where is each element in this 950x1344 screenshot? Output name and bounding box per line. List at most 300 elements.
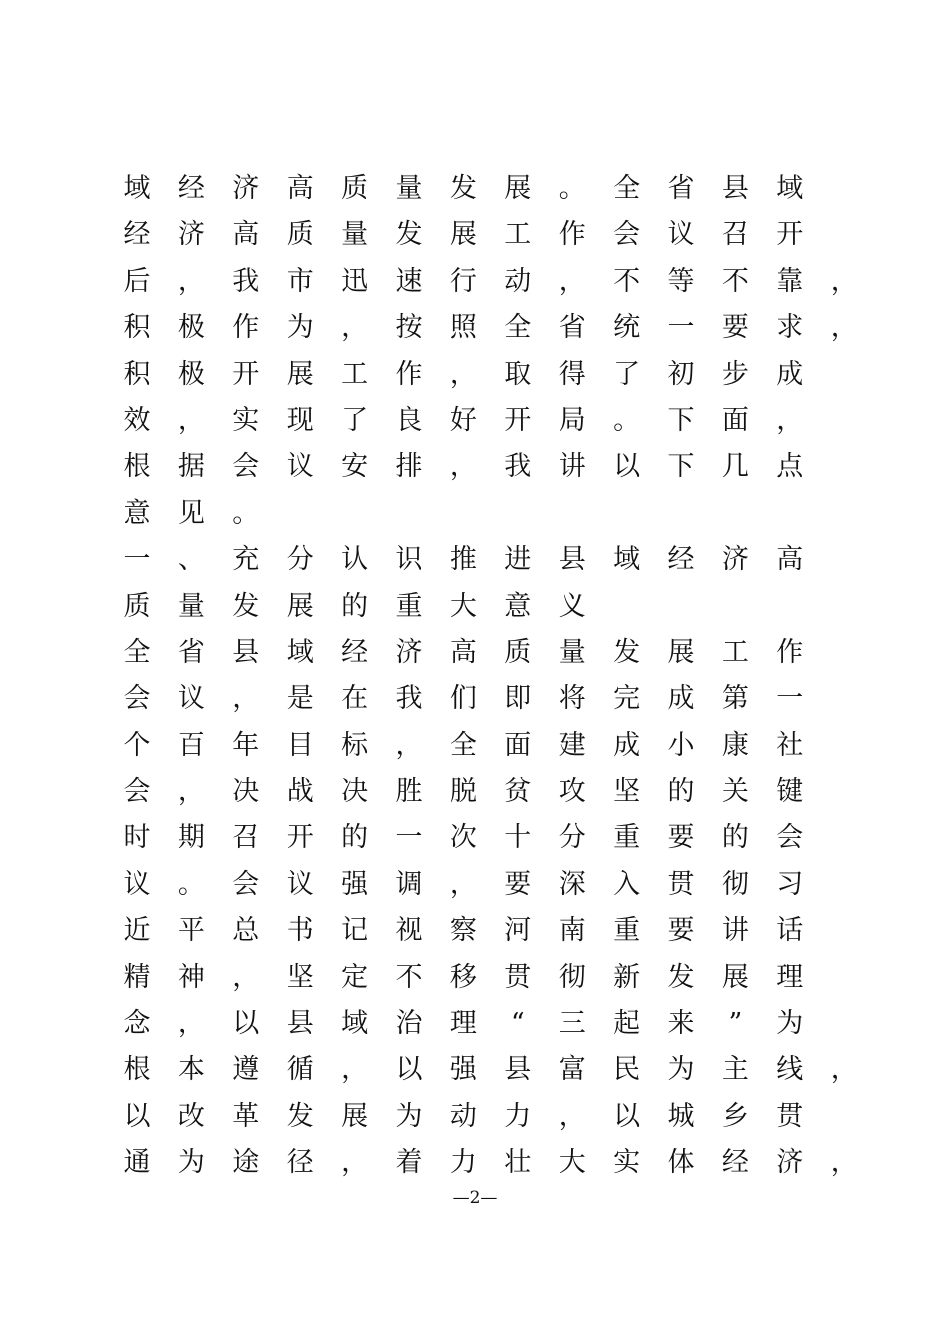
text-glyph: 议 — [667, 219, 695, 251]
text-glyph: 民 — [613, 1054, 641, 1086]
text-glyph: ， — [449, 451, 477, 483]
text-glyph: 市 — [286, 265, 314, 297]
text-glyph: 工 — [341, 358, 369, 390]
text-glyph: 省 — [177, 636, 205, 668]
text-glyph: 小 — [667, 729, 695, 761]
text-line — [118, 305, 858, 351]
text-glyph: 革 — [232, 1100, 260, 1132]
text-glyph: 本 — [177, 1054, 205, 1086]
text-glyph: ， — [177, 776, 205, 808]
text-glyph: 平 — [177, 915, 205, 947]
text-glyph: 们 — [449, 683, 477, 715]
text-glyph: 充 — [232, 544, 260, 576]
text-glyph: 在 — [341, 683, 369, 715]
text-glyph: 壮 — [504, 1147, 532, 1179]
text-glyph: 根 — [123, 451, 151, 483]
text-glyph: 遵 — [232, 1054, 260, 1086]
text-glyph: 入 — [613, 868, 641, 900]
text-glyph: 域 — [123, 173, 151, 204]
text-glyph: 一 — [123, 544, 151, 576]
text-glyph: 安 — [341, 451, 369, 483]
body-text — [118, 166, 858, 1187]
text-glyph: 议 — [123, 868, 151, 900]
text-glyph: 实 — [232, 404, 260, 436]
text-glyph: 主 — [721, 1054, 749, 1086]
text-glyph: 经 — [667, 544, 695, 576]
text-glyph: 第 — [721, 683, 749, 715]
text-line — [118, 676, 858, 722]
text-glyph: 贫 — [504, 776, 532, 808]
text-glyph: 量 — [395, 173, 423, 204]
text-glyph: 省 — [558, 312, 586, 344]
text-glyph: 统 — [613, 312, 641, 344]
text-glyph: 发 — [286, 1100, 314, 1132]
text-glyph: 径 — [286, 1147, 314, 1179]
text-glyph: 通 — [123, 1147, 151, 1179]
text-glyph: 会 — [123, 683, 151, 715]
text-glyph: 县 — [286, 1008, 314, 1040]
text-glyph: 为 — [286, 312, 314, 344]
text-glyph: 识 — [395, 544, 423, 576]
text-glyph: 会 — [613, 219, 641, 251]
text-glyph: 重 — [395, 590, 423, 622]
text-glyph: 进 — [504, 544, 532, 576]
text-glyph: 总 — [232, 915, 260, 947]
text-line — [118, 1047, 858, 1093]
text-glyph: ” — [728, 1008, 743, 1040]
text-glyph: 义 — [558, 590, 586, 622]
text-glyph: 积 — [123, 358, 151, 390]
text-glyph: 以 — [613, 1100, 641, 1132]
text-glyph: 循 — [286, 1054, 314, 1086]
text-glyph: 我 — [232, 265, 260, 297]
text-glyph: 质 — [504, 636, 532, 668]
text-glyph: 点 — [776, 451, 804, 483]
text-glyph: 求 — [776, 312, 804, 344]
text-glyph: ， — [232, 683, 260, 715]
text-glyph: ， — [232, 961, 260, 993]
text-glyph: 步 — [721, 358, 749, 390]
text-glyph: 推 — [449, 544, 477, 576]
text-glyph: 分 — [286, 544, 314, 576]
text-glyph: 域 — [341, 1008, 369, 1040]
text-glyph: 话 — [776, 915, 804, 947]
text-glyph: 要 — [667, 915, 695, 947]
text-glyph: 不 — [613, 265, 641, 297]
text-glyph: 县 — [721, 173, 749, 204]
text-glyph: 讲 — [721, 915, 749, 947]
text-glyph: ， — [776, 404, 804, 436]
text-line — [118, 630, 858, 676]
text-glyph: 下 — [667, 451, 695, 483]
text-glyph: 大 — [449, 590, 477, 622]
text-glyph: 济 — [721, 544, 749, 576]
text-glyph: 以 — [395, 1054, 423, 1086]
text-glyph: 以 — [232, 1008, 260, 1040]
text-glyph: ， — [341, 1054, 369, 1086]
text-glyph: 定 — [341, 961, 369, 993]
text-glyph: 域 — [286, 636, 314, 668]
text-glyph: 键 — [776, 776, 804, 808]
text-glyph: 城 — [667, 1100, 695, 1132]
text-glyph: 发 — [613, 636, 641, 668]
text-glyph: 个 — [123, 729, 151, 761]
text-glyph: 开 — [286, 822, 314, 854]
text-glyph: 取 — [504, 358, 532, 390]
text-glyph: 会 — [232, 868, 260, 900]
text-glyph: 习 — [776, 868, 804, 900]
text-glyph: 省 — [667, 173, 695, 204]
text-glyph: 。 — [232, 497, 260, 529]
text-glyph: 坚 — [286, 961, 314, 993]
text-glyph: 高 — [449, 636, 477, 668]
text-glyph: 初 — [667, 358, 695, 390]
text-glyph: 后 — [123, 265, 151, 297]
text-glyph: 质 — [123, 590, 151, 622]
text-glyph: 乡 — [721, 1100, 749, 1132]
text-glyph: 开 — [504, 404, 532, 436]
text-line — [118, 259, 858, 305]
text-glyph: 理 — [449, 1008, 477, 1040]
text-glyph: 域 — [613, 544, 641, 576]
text-glyph: 的 — [721, 822, 749, 854]
text-glyph: 新 — [613, 961, 641, 993]
text-glyph: 经 — [177, 173, 205, 204]
text-glyph: ， — [177, 265, 205, 297]
text-glyph: 念 — [123, 1008, 151, 1040]
text-glyph: 意 — [123, 497, 151, 529]
text-glyph: 济 — [232, 173, 260, 204]
text-glyph: 动 — [504, 265, 532, 297]
text-glyph: 良 — [395, 404, 423, 436]
text-glyph: 建 — [558, 729, 586, 761]
text-glyph: 召 — [721, 219, 749, 251]
text-glyph: 议 — [286, 868, 314, 900]
text-glyph: 工 — [504, 219, 532, 251]
text-line — [118, 769, 858, 815]
text-glyph: ， — [177, 1008, 205, 1040]
text-glyph: 了 — [613, 358, 641, 390]
text-glyph: 作 — [558, 219, 586, 251]
text-glyph: 期 — [177, 822, 205, 854]
text-glyph: 我 — [395, 683, 423, 715]
text-glyph: 近 — [123, 915, 151, 947]
text-glyph: 胜 — [395, 776, 423, 808]
text-glyph: 目 — [286, 729, 314, 761]
text-glyph: 关 — [721, 776, 749, 808]
text-glyph: 、 — [177, 544, 205, 576]
text-glyph: 彻 — [721, 868, 749, 900]
text-glyph: 次 — [449, 822, 477, 854]
text-glyph: 展 — [667, 636, 695, 668]
text-glyph: 。 — [613, 404, 641, 436]
text-line — [118, 908, 858, 954]
text-line — [118, 444, 858, 490]
text-glyph: 极 — [177, 312, 205, 344]
text-glyph: 全 — [449, 729, 477, 761]
text-glyph: 发 — [232, 590, 260, 622]
text-glyph: 战 — [286, 776, 314, 808]
text-glyph: 时 — [123, 822, 151, 854]
text-glyph: 展 — [341, 1100, 369, 1132]
text-line — [118, 815, 858, 861]
text-line — [118, 723, 858, 769]
text-glyph: 为 — [395, 1100, 423, 1132]
text-glyph: 现 — [286, 404, 314, 436]
text-glyph: 记 — [341, 915, 369, 947]
text-glyph: 以 — [613, 451, 641, 483]
text-glyph: 成 — [667, 683, 695, 715]
text-glyph: 质 — [286, 219, 314, 251]
text-glyph: 脱 — [449, 776, 477, 808]
text-glyph: ， — [830, 312, 858, 344]
text-glyph: 召 — [232, 822, 260, 854]
text-glyph: 年 — [232, 729, 260, 761]
text-glyph: 全 — [123, 636, 151, 668]
text-glyph: 县 — [504, 1054, 532, 1086]
text-glyph: 域 — [776, 173, 804, 204]
text-glyph: 根 — [123, 1054, 151, 1086]
text-glyph: 按 — [395, 312, 423, 344]
text-line — [118, 212, 858, 258]
text-glyph: 一 — [776, 683, 804, 715]
text-glyph: 量 — [341, 219, 369, 251]
text-glyph: 好 — [449, 404, 477, 436]
text-line — [118, 491, 858, 537]
text-glyph: 县 — [558, 544, 586, 576]
text-glyph: 会 — [232, 451, 260, 483]
text-glyph: 贯 — [776, 1100, 804, 1132]
text-glyph: 不 — [395, 961, 423, 993]
text-glyph: 发 — [395, 219, 423, 251]
text-glyph: 攻 — [558, 776, 586, 808]
text-line — [118, 1001, 858, 1047]
text-glyph: 靠 — [776, 265, 804, 297]
text-line — [118, 166, 858, 212]
text-glyph: 强 — [449, 1054, 477, 1086]
text-glyph: 认 — [341, 544, 369, 576]
text-glyph: 重 — [613, 822, 641, 854]
text-glyph: 体 — [667, 1147, 695, 1179]
text-glyph: 讲 — [558, 451, 586, 483]
text-glyph: 几 — [721, 451, 749, 483]
text-glyph: 行 — [449, 265, 477, 297]
text-glyph: 面 — [504, 729, 532, 761]
text-glyph: ， — [341, 312, 369, 344]
text-glyph: 精 — [123, 961, 151, 993]
text-glyph: 我 — [504, 451, 532, 483]
text-glyph: 书 — [286, 915, 314, 947]
text-glyph: 济 — [776, 1147, 804, 1179]
text-glyph: 。 — [177, 868, 205, 900]
text-glyph: 全 — [613, 173, 641, 204]
text-glyph: ， — [341, 1147, 369, 1179]
text-glyph: 会 — [776, 822, 804, 854]
text-glyph: ， — [830, 1054, 858, 1086]
text-glyph: 局 — [558, 404, 586, 436]
text-glyph: 展 — [286, 590, 314, 622]
text-glyph: ， — [395, 729, 423, 761]
text-glyph: 完 — [613, 683, 641, 715]
text-glyph: 经 — [721, 1147, 749, 1179]
text-glyph: 治 — [395, 1008, 423, 1040]
text-glyph: 展 — [286, 358, 314, 390]
text-glyph: 的 — [667, 776, 695, 808]
text-glyph: 质 — [341, 173, 369, 204]
text-glyph: 不 — [721, 265, 749, 297]
text-glyph: 得 — [558, 358, 586, 390]
text-glyph: 三 — [558, 1008, 586, 1040]
text-glyph: 高 — [776, 544, 804, 576]
text-glyph: 议 — [177, 683, 205, 715]
text-glyph: 起 — [613, 1008, 641, 1040]
text-glyph: ， — [449, 868, 477, 900]
text-glyph: 量 — [558, 636, 586, 668]
text-glyph: 决 — [232, 776, 260, 808]
text-glyph: 积 — [123, 312, 151, 344]
text-glyph: 照 — [449, 312, 477, 344]
text-glyph: 展 — [449, 219, 477, 251]
text-glyph: 一 — [667, 312, 695, 344]
text-glyph: 作 — [395, 358, 423, 390]
text-line — [118, 584, 858, 630]
text-glyph: 来 — [667, 1008, 695, 1040]
text-glyph: 力 — [504, 1100, 532, 1132]
text-glyph: ， — [558, 265, 586, 297]
text-glyph: 移 — [449, 961, 477, 993]
text-glyph: 改 — [177, 1100, 205, 1132]
text-glyph: 要 — [504, 868, 532, 900]
text-glyph: 力 — [449, 1147, 477, 1179]
text-glyph: 面 — [721, 404, 749, 436]
text-glyph: 彻 — [558, 961, 586, 993]
text-glyph: ， — [830, 1147, 858, 1179]
text-glyph: 重 — [613, 915, 641, 947]
text-glyph: 强 — [341, 868, 369, 900]
text-glyph: 为 — [776, 1008, 804, 1040]
text-glyph: 十 — [504, 822, 532, 854]
text-glyph: 县 — [232, 636, 260, 668]
text-glyph: 高 — [232, 219, 260, 251]
text-glyph: 工 — [721, 636, 749, 668]
text-glyph: 视 — [395, 915, 423, 947]
text-glyph: 一 — [395, 822, 423, 854]
text-glyph: 着 — [395, 1147, 423, 1179]
text-glyph: 神 — [177, 961, 205, 993]
text-line — [118, 862, 858, 908]
text-glyph: 以 — [123, 1100, 151, 1132]
text-glyph: 议 — [286, 451, 314, 483]
text-glyph: ， — [177, 404, 205, 436]
text-glyph: 意 — [504, 590, 532, 622]
text-glyph: 作 — [232, 312, 260, 344]
text-glyph: 迅 — [341, 265, 369, 297]
text-glyph: ， — [830, 265, 858, 297]
text-glyph: 即 — [504, 683, 532, 715]
text-glyph: 见 — [177, 497, 205, 529]
text-glyph: 决 — [341, 776, 369, 808]
text-glyph: 全 — [504, 312, 532, 344]
text-glyph: 河 — [504, 915, 532, 947]
text-glyph: 济 — [395, 636, 423, 668]
text-glyph: 南 — [558, 915, 586, 947]
text-glyph: 贯 — [504, 961, 532, 993]
text-glyph: 等 — [667, 265, 695, 297]
text-line — [118, 1140, 858, 1186]
text-glyph: 开 — [776, 219, 804, 251]
text-glyph: 分 — [558, 822, 586, 854]
text-glyph: 速 — [395, 265, 423, 297]
text-glyph: 要 — [721, 312, 749, 344]
text-glyph: 经 — [123, 219, 151, 251]
text-glyph: 理 — [776, 961, 804, 993]
text-line — [118, 955, 858, 1001]
text-glyph: 实 — [613, 1147, 641, 1179]
text-glyph: 极 — [177, 358, 205, 390]
text-glyph: 经 — [341, 636, 369, 668]
text-glyph: 途 — [232, 1147, 260, 1179]
text-glyph: 据 — [177, 451, 205, 483]
text-glyph: “ — [510, 1008, 525, 1040]
page-number: —2— — [452, 1188, 498, 1208]
text-glyph: ， — [449, 358, 477, 390]
text-glyph: 作 — [776, 636, 804, 668]
text-glyph: 是 — [286, 683, 314, 715]
text-glyph: 坚 — [613, 776, 641, 808]
text-glyph: 济 — [177, 219, 205, 251]
text-glyph: 线 — [776, 1054, 804, 1086]
text-line — [118, 537, 858, 583]
text-glyph: 排 — [395, 451, 423, 483]
text-glyph: 开 — [232, 358, 260, 390]
text-line — [118, 398, 858, 444]
text-glyph: 贯 — [667, 868, 695, 900]
text-glyph: 了 — [341, 404, 369, 436]
text-glyph: 社 — [776, 729, 804, 761]
text-glyph: 量 — [177, 590, 205, 622]
text-glyph: 成 — [613, 729, 641, 761]
text-glyph: 成 — [776, 358, 804, 390]
text-glyph: 百 — [177, 729, 205, 761]
text-glyph: 效 — [123, 404, 151, 436]
text-glyph: 大 — [558, 1147, 586, 1179]
text-glyph: 发 — [667, 961, 695, 993]
text-glyph: 调 — [395, 868, 423, 900]
text-glyph: 发 — [449, 173, 477, 204]
text-line — [118, 1094, 858, 1140]
text-glyph: 察 — [449, 915, 477, 947]
text-glyph: 要 — [667, 822, 695, 854]
text-glyph: 展 — [504, 173, 532, 204]
text-glyph: 为 — [177, 1147, 205, 1179]
text-glyph: 的 — [341, 590, 369, 622]
text-glyph: 动 — [449, 1100, 477, 1132]
text-glyph: 。 — [558, 173, 586, 204]
text-glyph: ， — [558, 1100, 586, 1132]
text-glyph: 康 — [721, 729, 749, 761]
text-glyph: 为 — [667, 1054, 695, 1086]
text-glyph: 标 — [341, 729, 369, 761]
text-glyph: 下 — [667, 404, 695, 436]
text-glyph: 会 — [123, 776, 151, 808]
text-glyph: 深 — [558, 868, 586, 900]
text-line — [118, 352, 858, 398]
text-glyph: 富 — [558, 1054, 586, 1086]
text-glyph: 将 — [558, 683, 586, 715]
text-glyph: 展 — [721, 961, 749, 993]
text-glyph: 的 — [341, 822, 369, 854]
text-glyph: 高 — [286, 173, 314, 204]
